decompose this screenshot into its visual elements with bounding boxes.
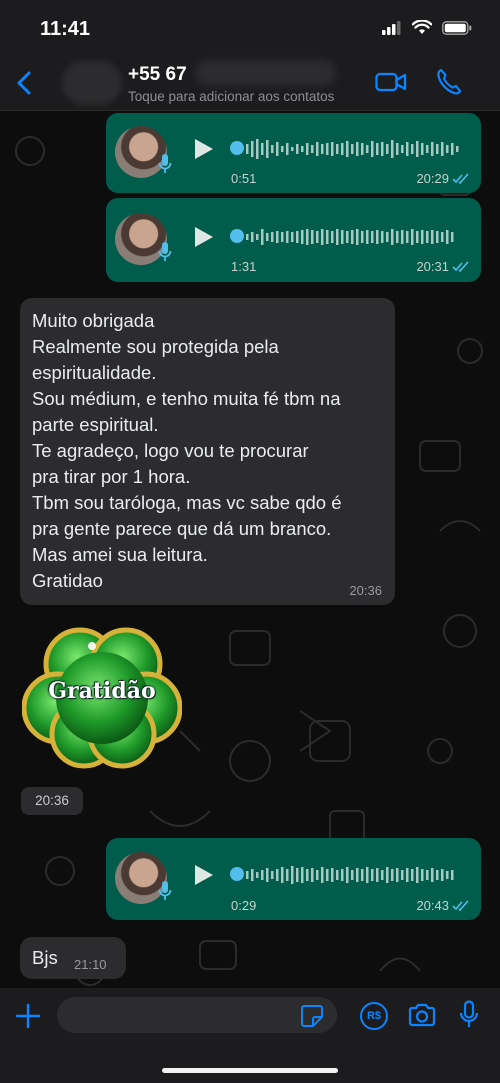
- microphone-icon[interactable]: [459, 1000, 479, 1030]
- chat-area[interactable]: [0, 111, 500, 988]
- message-time: 21:10: [74, 957, 107, 972]
- redacted-number: [196, 60, 336, 86]
- read-receipt-icon: [452, 261, 470, 272]
- gratidao-sticker[interactable]: [22, 616, 182, 776]
- signal-icon: [382, 21, 402, 35]
- audio-duration: 1:31: [231, 259, 257, 274]
- audio-duration: 0:51: [231, 171, 257, 186]
- mic-badge-icon: [158, 153, 172, 175]
- audio-message[interactable]: [106, 198, 481, 282]
- sticker-time: 20:36: [21, 787, 83, 815]
- message-time: 20:43: [416, 898, 449, 913]
- status-bar: [0, 0, 500, 56]
- waveform[interactable]: [230, 137, 465, 161]
- battery-icon: [442, 21, 472, 35]
- status-time: 11:41: [40, 18, 91, 40]
- audio-duration: 0:29: [231, 898, 257, 913]
- message-time: 20:29: [416, 171, 449, 186]
- contact-subtitle[interactable]: Toque para adicionar aos contatos: [128, 89, 335, 104]
- sticker-icon[interactable]: [300, 1004, 324, 1028]
- chat-header: [0, 56, 500, 111]
- audio-message[interactable]: [106, 838, 481, 920]
- text-message[interactable]: [20, 937, 126, 979]
- sticker-text: Gratidão: [48, 678, 156, 704]
- contact-name[interactable]: +55 67: [128, 64, 187, 85]
- waveform[interactable]: [230, 225, 465, 249]
- playhead[interactable]: [230, 229, 244, 243]
- payment-button[interactable]: R$: [360, 1002, 388, 1030]
- playhead[interactable]: [230, 141, 244, 155]
- play-icon[interactable]: [193, 137, 215, 161]
- message-time: 20:36: [349, 583, 382, 598]
- mic-badge-icon: [158, 241, 172, 263]
- mic-badge-icon: [158, 880, 172, 902]
- message-text: Muito obrigada Realmente sou protegida pela espiritualidade. Sou médium, e tenho muita fé tbm na parte espiritual. Te agradeço, logo vou te procurar pra tirar por 1 hora. Tbm sou taróloga, mas vc sabe qdo é pra gente parece que dá um branco. Mas amei sua leitura. Gratidao: [32, 310, 342, 591]
- camera-icon[interactable]: [408, 1003, 436, 1027]
- message-input[interactable]: [57, 997, 337, 1033]
- back-icon[interactable]: [12, 68, 38, 98]
- read-receipt-icon: [452, 900, 470, 911]
- video-call-icon[interactable]: [375, 70, 407, 94]
- waveform[interactable]: [230, 863, 465, 887]
- contact-avatar[interactable]: [62, 61, 122, 105]
- message-time: 20:31: [416, 259, 449, 274]
- message-text: Bjs: [32, 947, 58, 968]
- plus-icon[interactable]: [15, 1003, 41, 1029]
- text-message[interactable]: [20, 298, 395, 605]
- audio-message[interactable]: [106, 113, 481, 193]
- play-icon[interactable]: [193, 863, 215, 887]
- status-icons: [382, 20, 472, 35]
- play-icon[interactable]: [193, 225, 215, 249]
- phone-call-icon[interactable]: [436, 68, 462, 96]
- wifi-icon: [412, 20, 432, 35]
- read-receipt-icon: [452, 173, 470, 184]
- home-indicator[interactable]: [162, 1068, 338, 1073]
- playhead[interactable]: [230, 867, 244, 881]
